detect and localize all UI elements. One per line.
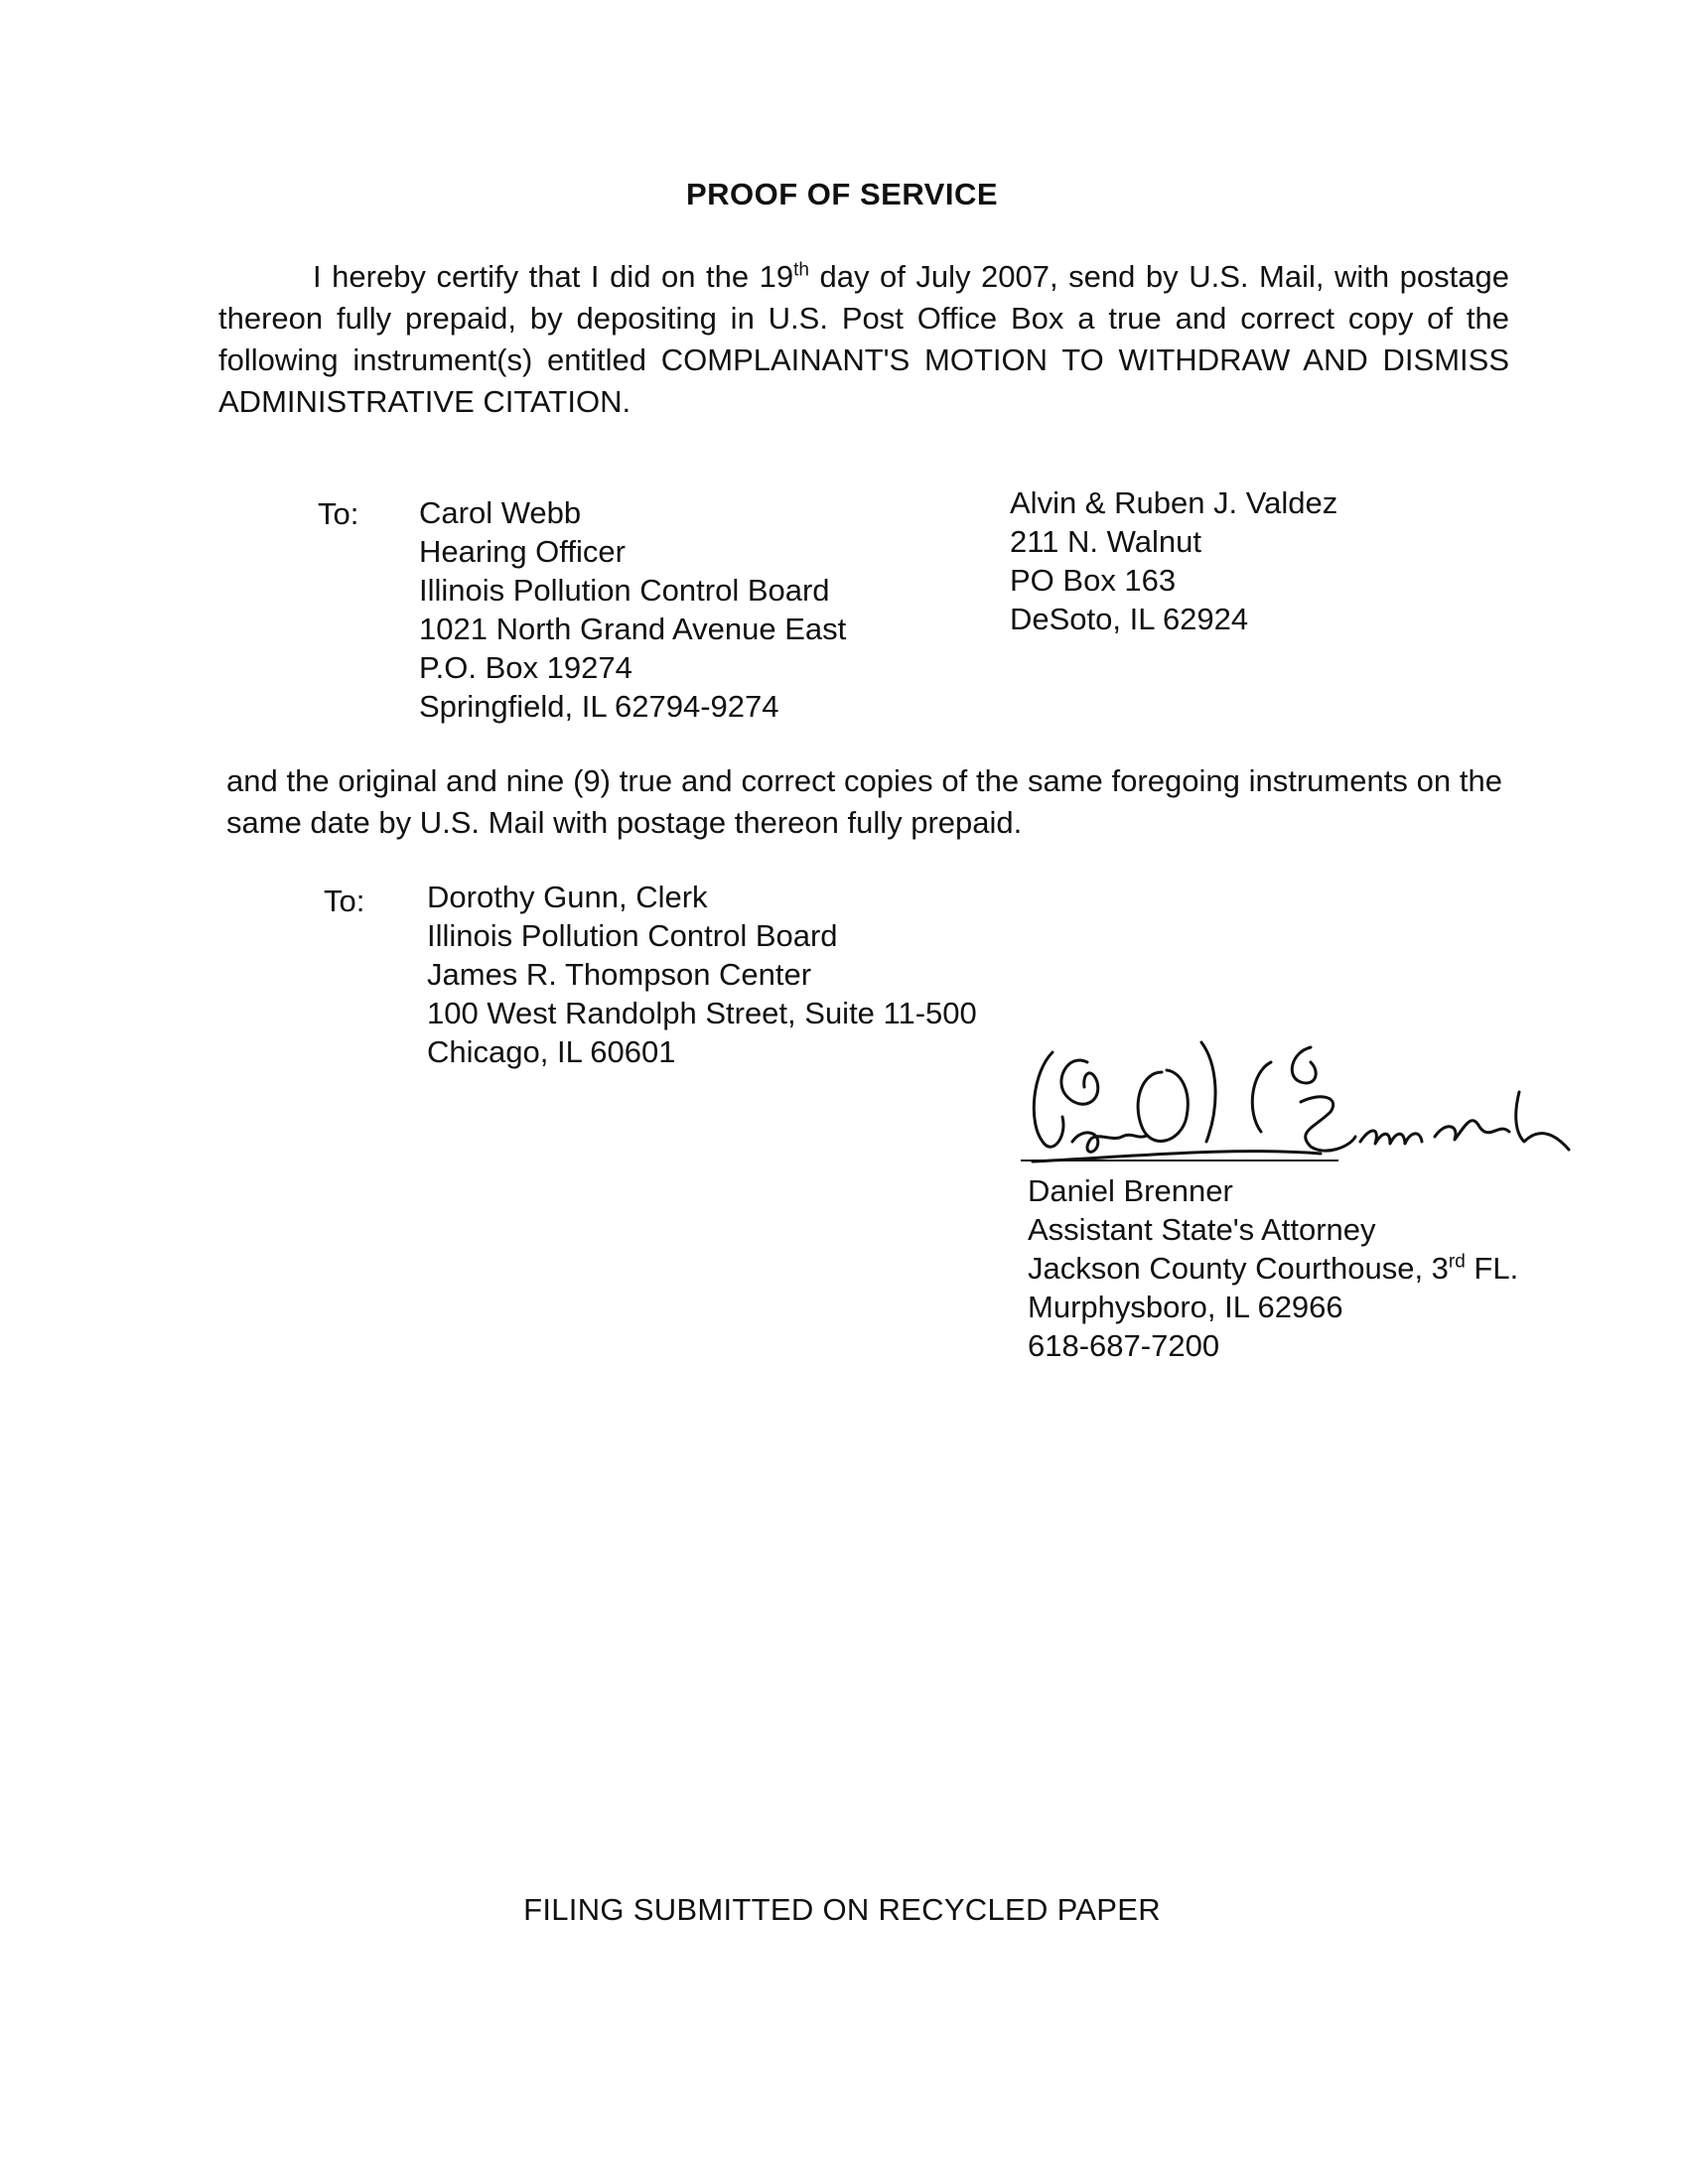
recipient-address-hearing-officer: [419, 493, 846, 726]
address-line: 100 West Randolph Street, Suite 11-500: [427, 996, 977, 1030]
signer-address-end: FL.: [1465, 1251, 1519, 1286]
signer-address-start: Jackson County Courthouse, 3: [1028, 1251, 1449, 1286]
address-line: PO Box 163: [1010, 563, 1177, 598]
ordinal-suffix: th: [793, 259, 809, 281]
address-line: Chicago, IL 60601: [427, 1034, 676, 1069]
address-line: James R. Thompson Center: [427, 957, 812, 992]
ordinal-suffix: rd: [1448, 1251, 1466, 1273]
signer-address: [1028, 1249, 1518, 1288]
address-line: P.O. Box 19274: [419, 650, 632, 685]
signature-line: [1021, 1160, 1338, 1161]
certification-text-start: I hereby certify that I did on the 19: [313, 259, 794, 294]
signer-title: Assistant State's Attorney: [1028, 1212, 1376, 1247]
certification-text-end: day of July 2007, send by U.S. Mail, with postage thereon fully prepaid, by depositing in U.S. Post Office Box a true and correct copy of the following instrument(s) entitled COMPLAINANT'S MOTION TO WITHDRAW AND DISMISS ADMINISTRATIVE CITATION.: [218, 259, 1509, 419]
to-label-second: To:: [324, 884, 365, 918]
certification-paragraph: [218, 256, 1509, 423]
address-line: Illinois Pollution Control Board: [419, 573, 830, 608]
original-copies-paragraph: and the original and nine (9) true and correct copies of the same foregoing instruments on the same date by U.S. Mail with postage thereon fully prepaid.: [226, 763, 1502, 840]
address-line: Springfield, IL 62794-9274: [419, 689, 779, 724]
signer-block: [1028, 1171, 1518, 1365]
recipient-address-respondent: [1010, 483, 1337, 638]
signer-name: Daniel Brenner: [1028, 1173, 1233, 1208]
address-line: Dorothy Gunn, Clerk: [427, 880, 708, 914]
to-label-first: To:: [318, 496, 359, 531]
signer-phone: 618-687-7200: [1028, 1328, 1220, 1363]
address-line: Alvin & Ruben J. Valdez: [1010, 485, 1338, 520]
recycled-paper-footer: FILING SUBMITTED ON RECYCLED PAPER: [523, 1892, 1161, 1927]
address-line: DeSoto, IL 62924: [1010, 602, 1249, 636]
recipient-address-clerk: [427, 878, 977, 1071]
address-line: 1021 North Grand Avenue East: [419, 612, 847, 646]
address-line: 211 N. Walnut: [1010, 524, 1201, 559]
address-line: Illinois Pollution Control Board: [427, 918, 838, 953]
address-line: Carol Webb: [419, 495, 582, 530]
address-line: Hearing Officer: [419, 534, 626, 569]
page-title: PROOF OF SERVICE: [685, 177, 999, 211]
signer-city: Murphysboro, IL 62966: [1028, 1290, 1343, 1324]
